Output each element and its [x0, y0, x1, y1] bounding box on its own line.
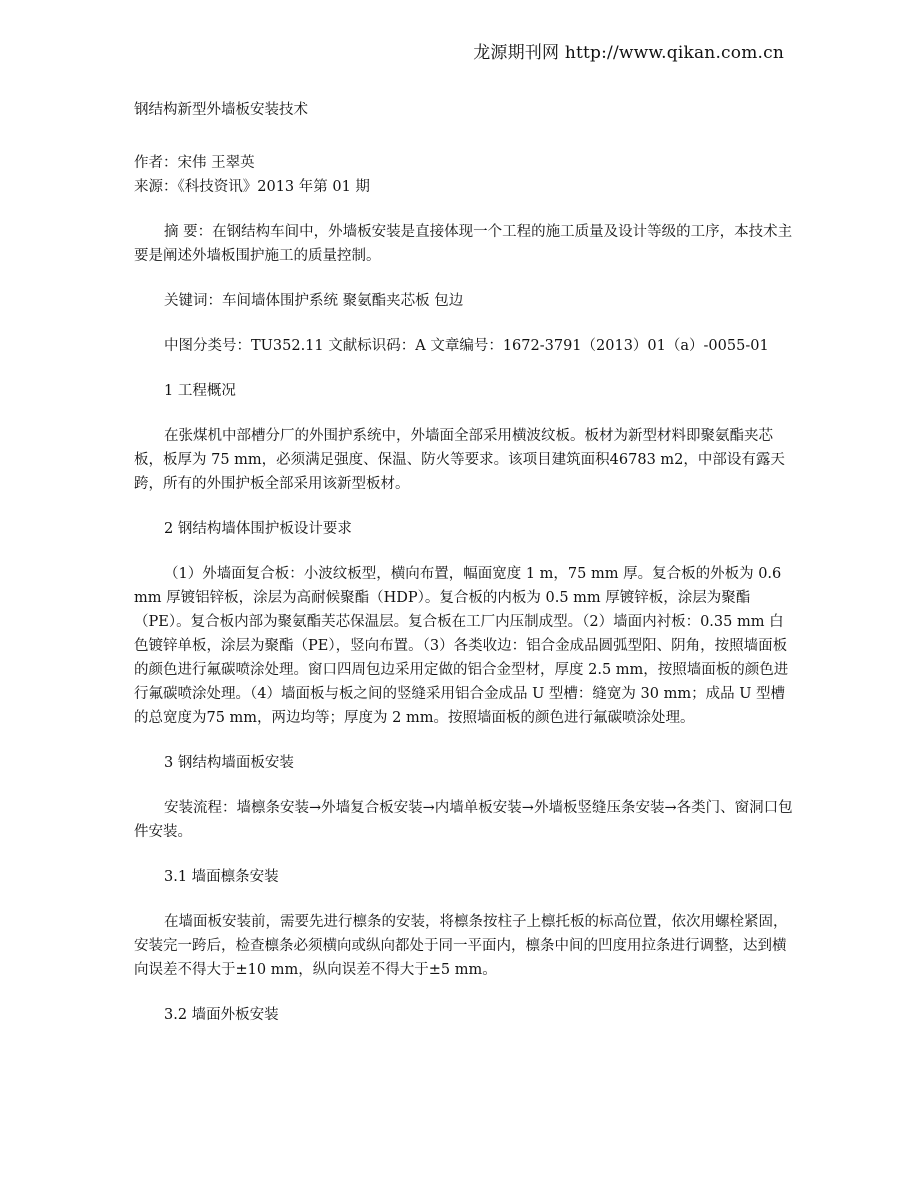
- section-body: （1）外墙面复合板：小波纹板型，横向布置，幅面宽度 1 m，75 mm 厚。复合板的外板为 0.6 mm 厚镀铝锌板，涂层为高耐候聚酯（HDP）。复合板的内板为 0.5 mm 厚镀锌板，涂层为聚酯（PE）。复合板内部为聚氨酯芙芯保温层。复合板在工厂内压制成型。（2）墙面内衬板：0.35 mm 白色镀锌单板，涂层为聚酯（PE），竖向布置。（3）各类收边：铝合金成品圆弧型阳、阴角，按照墙面板的颜色进行氟碳喷涂处理。窗口四周包边采用定做的铝合金型材，厚度 2.5 mm，按照墙面板的颜色进行氟碳喷涂处理。（4）墙面板与板之间的竖缝采用铝合金成品 U 型槽：缝宽为 30 mm；成品 U 型槽的总宽度为75 mm，两边均等；厚度为 2 mm。按照墙面板的颜色进行氟碳喷涂处理。: [134, 566, 789, 726]
- section-body: 安装流程：墙檩条安装→外墙复合板安装→内墙单板安装→外墙板竖缝压条安装→各类门、窗洞口包件安装。: [134, 800, 793, 840]
- site-header: 龙源期刊网 http://www.qikan.com.cn: [473, 43, 784, 63]
- article: [134, 98, 794, 1027]
- section-heading: 3 钢结构墙面板安装: [164, 755, 294, 771]
- section-heading: 3.2 墙面外板安装: [164, 1007, 279, 1023]
- article-source: 来源：《科技资讯》2013 年第 01 期: [134, 179, 370, 195]
- section-body: 在墙面板安装前，需要先进行檩条的安装，将檩条按柱子上檩托板的标高位置，依次用螺栓紧固，安装完一跨后，检查檩条必须横向或纵向都处于同一平面内，檩条中间的凹度用拉条进行调整，达到横向误差不得大于±10 mm，纵向误差不得大于±5 mm。: [134, 914, 788, 978]
- abstract: 摘 要：在钢结构车间中，外墙板安装是直接体现一个工程的施工质量及设计等级的工序，本技术主要是阐述外墙板围护施工的质量控制。: [134, 224, 793, 264]
- article-author: 作者：宋伟 王翠英: [134, 155, 255, 171]
- section-heading: 3.1 墙面檩条安装: [164, 869, 279, 885]
- section-heading: 2 钢结构墙体围护板设计要求: [164, 521, 352, 537]
- keywords: 关键词：车间墙体围护系统 聚氨酯夹芯板 包边: [164, 293, 464, 309]
- section-body: 在张煤机中部槽分厂的外围护系统中，外墙面全部采用横波纹板。板材为新型材料即聚氨酯夹芯板，板厚为 75 mm，必须满足强度、保温、防火等要求。该项目建筑面积46783 m2，中部设有露天跨，所有的外围护板全部采用该新型板材。: [134, 428, 785, 492]
- classification: 中图分类号：TU352.11 文献标识码：A 文章编号：1672-3791（2013）01（a）-0055-01: [164, 338, 769, 354]
- section-heading: 1 工程概况: [164, 383, 236, 399]
- article-title: 钢结构新型外墙板安装技术: [134, 102, 308, 118]
